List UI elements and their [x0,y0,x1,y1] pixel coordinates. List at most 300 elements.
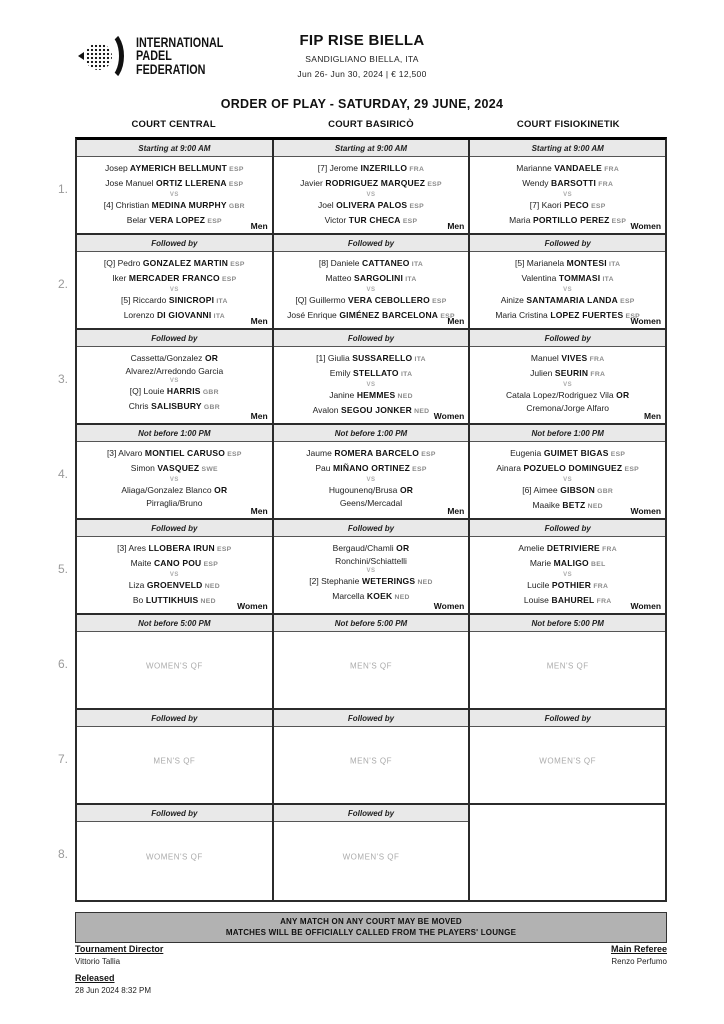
gender-label: Men [250,506,268,516]
player-line: Manuel VIVES FRA [530,353,605,363]
schedule-row [58,330,665,425]
country-code: ESP [225,451,242,458]
court-column [470,140,665,233]
qf-cell [77,822,272,900]
player-line: Ainize SANTAMARIA LANDA ESP [500,295,635,305]
country-code: FRA [602,166,620,173]
qf-placeholder: MEN'S QF [350,756,392,766]
player-line: Maria PORTILLO PEREZ ESP [509,214,627,225]
country-code: GBR [226,203,245,210]
player-line: Avalon SEGOU JONKER NED [312,404,430,415]
page-title: ORDER OF PLAY - SATURDAY, 29 JUNE, 2024 [220,97,504,111]
player-line: Ainara POZUELO DOMINGUEZ ESP [496,462,639,473]
vs-label: VS [169,477,179,483]
player-line: Javier RODRIGUEZ MARQUEZ ESP [300,177,442,188]
schedule-row [58,710,665,805]
player-surname: POTHIER [549,580,592,590]
vs-label: VS [563,287,573,293]
row-number: 4. [58,467,69,481]
player-surname: TUR CHECA [346,214,401,225]
match-cell [470,442,665,518]
match-cell [470,252,665,328]
country-code: ITA [398,370,413,378]
qf-cell [274,727,469,803]
vs-label: VS [563,382,573,388]
player-surname: GIMÉNEZ BARCELONA [336,309,439,320]
player-surname: GONZALEZ MARTIN [140,258,229,268]
country-code: ESP [617,298,635,305]
qf-cell [274,822,469,900]
country-code: NED [395,393,413,400]
time-slot-header: Followed by [274,235,469,252]
country-code: ESP [622,465,639,473]
player-surname: SUSSARELLO [349,353,413,363]
court-column [77,140,274,233]
player-surname: VERA LOPEZ [146,214,206,225]
event-title: FIP RISE BIELLA [299,32,425,49]
country-code: ESP [205,217,222,225]
player-surname: WETERINGS [359,576,416,586]
gender-label: Women [433,601,465,611]
player-line: [4] Christian MEDINA MURPHY GBR [103,200,245,210]
time-slot-header: Followed by [470,520,665,537]
vs-label: VS [169,378,179,384]
match-cell [77,157,272,233]
vs-label: VS [366,568,376,574]
country-code: NED [415,579,433,586]
court-column [77,425,274,518]
time-slot-header: Starting at 9:00 AM [274,140,469,157]
country-code: GBR [200,389,219,396]
qf-placeholder: MEN'S QF [546,661,589,671]
player-line: Maite CANO POU ESP [130,557,219,568]
court-column [274,330,471,423]
country-code: ESP [623,312,641,320]
player-surname: SARGOLINI [351,272,404,283]
gender-label: Men [644,411,662,421]
player-surname: VERA CEBOLLERO [345,295,430,305]
player-surname: PORTILLO PEREZ [530,214,610,225]
player-line: Hugounenq/Brusa OR [328,485,414,495]
player-surname: MALIGO [551,557,589,568]
match-cell [274,157,469,233]
qf-placeholder: WOMEN'S QF [539,756,597,766]
player-surname: MIÑANO ORTINEZ [330,462,410,473]
player-surname: HARRIS [164,386,201,396]
time-slot-header: Followed by [77,330,272,347]
country-code: ESP [438,312,455,320]
player-surname: LOPEZ FUERTES [547,309,624,320]
player-surname: PECO [561,200,589,210]
schedule-row [58,235,665,330]
player-line: Wendy BARSOTTI FRA [522,177,614,188]
event-header [0,32,724,79]
player-line: Bo LUTTIKHUIS NED [132,594,216,605]
notice-banner [75,912,667,943]
vs-label: VS [169,572,179,578]
court-column [77,805,274,900]
notice-line-2: MATCHES WILL BE OFFICIALLY CALLED FROM THE PLAYERS' LOUNGE [225,928,517,937]
vs-label: VS [366,287,376,293]
country-code: FRA [407,166,425,173]
country-code: GBR [201,403,220,411]
player-line: Bergaud/Chamli OR [332,543,410,553]
country-code: NED [392,593,410,601]
gender-label: Women [237,601,268,611]
country-code: ESP [226,166,244,173]
player-surname: HEMMES [354,390,396,400]
court-column [470,235,665,328]
match-cell [77,537,272,613]
gender-label: Men [250,411,268,421]
row-number: 3. [58,372,69,386]
gender-label: Men [250,221,268,231]
qf-cell [77,632,272,708]
player-surname: BETZ [559,499,586,510]
match-cell [470,347,665,423]
country-code: FRA [594,597,612,605]
court-column [470,520,665,613]
country-code: NED [198,597,216,605]
vs-label: VS [366,192,376,198]
time-slot-header: Followed by [274,710,469,727]
player-line: Emily STELLATO ITA [329,367,413,378]
gender-label: Men [447,316,465,326]
country-code: NED [585,502,603,510]
gender-label: Men [447,506,465,516]
court-column [274,235,471,328]
court-column [274,520,471,613]
country-code: ITA [403,275,417,283]
gender-label: Men [447,221,465,231]
player-surname: MONTESI [564,258,607,268]
player-surname: MEDINA MURPHY [149,200,227,210]
court-column [77,235,274,328]
tournament-director-name: Vittorio Tallia [75,957,121,966]
time-slot-header: Followed by [470,710,665,727]
player-surname: MERCADER FRANCO [126,272,220,283]
empty-cell [470,805,665,900]
player-line: [3] Alvaro MONTIEL CARUSO ESP [106,448,242,458]
player-line: Marcella KOEK NED [332,590,410,601]
player-line: [5] Marianela MONTESI ITA [514,258,621,268]
country-code: ESP [588,203,606,210]
player-surname: GROENVELD [144,580,203,590]
country-code: ESP [407,203,424,210]
player-line: Alvarez/Arredondo Garcia [125,365,224,376]
player-surname: OR [397,485,414,495]
player-line: Maaike BETZ NED [532,499,603,510]
player-surname: DETRIVIERE [544,543,600,553]
court-column [470,330,665,423]
vs-label: VS [563,572,573,578]
player-line: Iker MERCADER FRANCO ESP [112,272,237,283]
row-number: 7. [58,752,69,766]
player-line: Janine HEMMES NED [329,390,413,400]
country-code: ESP [608,451,626,458]
player-surname: ORTIZ LLERENA [153,177,227,188]
row-number: 6. [58,657,69,671]
player-surname: STELLATO [350,367,399,378]
gender-label: Women [630,316,662,326]
country-code: ESP [228,261,245,268]
player-line: Cremona/Jorge Alfaro [526,402,610,413]
player-line: Cassetta/Gonzalez OR [130,353,219,363]
schedule-row [58,140,665,235]
schedule-row [58,805,665,900]
qf-cell [274,632,469,708]
match-cell [274,442,469,518]
schedule-grid [58,137,667,902]
player-surname: GIBSON [557,485,595,495]
vs-label: VS [169,192,179,198]
qf-cell [77,727,272,803]
player-surname: AYMERICH BELLMUNT [127,163,227,173]
player-line: Pirraglia/Bruno [146,497,203,508]
gender-label: Women [630,221,662,231]
match-cell [77,347,272,423]
player-line: Lorenzo DI GIOVANNI ITA [123,309,225,320]
match-cell [77,442,272,518]
country-code: ITA [606,261,621,268]
player-line: [3] Ares LLOBERA IRUN ESP [117,543,232,553]
player-surname: RODRIGUEZ MARQUEZ [322,177,426,188]
country-code: NED [411,407,430,415]
player-line: Simon VASQUEZ SWE [130,462,218,473]
vs-label: VS [563,192,573,198]
country-code: ESP [425,180,442,188]
vs-label: VS [366,477,376,483]
footer-right [611,944,667,973]
country-code: ESP [214,546,232,553]
match-cell [470,537,665,613]
court-column [470,615,665,708]
event-location: SANDIGLIANO BIELLA, ITA [305,54,419,64]
country-code: SWE [199,465,218,473]
court-headers [75,119,667,137]
time-slot-header: Not before 1:00 PM [274,425,469,442]
released-timestamp: 28 Jun 2024 8:32 PM [75,986,152,995]
player-surname: SINICROPI [166,295,215,305]
player-line: Joel OLIVERA PALOS ESP [318,200,424,210]
time-slot-header: Not before 1:00 PM [470,425,665,442]
court-column [77,330,274,423]
country-code: ITA [409,261,424,268]
row-number: 2. [58,277,69,291]
player-surname: TOMMASI [556,272,601,283]
qf-placeholder: MEN'S QF [153,756,196,766]
qf-placeholder: MEN'S QF [350,661,392,671]
country-code: ESP [419,451,436,458]
player-line: [8] Daniele CATTANEO ITA [318,258,424,268]
player-surname: LLOBERA IRUN [145,543,215,553]
player-line: Catala Lopez/Rodriguez Vila OR [506,390,630,400]
country-code: BEL [588,560,606,568]
player-surname: CANO POU [151,557,202,568]
time-slot-header: Followed by [274,520,469,537]
event-dates-prize: Jun 26- Jun 30, 2024 | € 12,500 [297,69,427,79]
country-code: ESP [201,560,219,568]
court-column [274,805,471,900]
country-code: FRA [596,180,614,188]
country-code: FRA [588,370,606,378]
court-column [470,425,665,518]
vs-label: VS [563,477,573,483]
court-column [77,615,274,708]
qf-cell [470,727,665,803]
released-label: Released [75,973,115,983]
player-line: [Q] Louie HARRIS GBR [129,386,219,396]
player-line: Pau MIÑANO ORTINEZ ESP [315,462,427,473]
player-surname: SALISBURY [148,400,202,411]
court-column [274,425,471,518]
player-surname: MONTIEL CARUSO [142,448,226,458]
schedule-row [58,425,665,520]
player-line: Louise BAHUREL FRA [523,594,612,605]
player-surname: CATTANEO [359,258,410,268]
player-surname: INZERILLO [357,163,408,173]
player-line: [7] Kaori PECO ESP [529,200,606,210]
row-number: 1. [58,182,69,196]
time-slot-header: Followed by [274,805,469,822]
court-column [274,140,471,233]
schedule-row [58,520,665,615]
country-code: GBR [594,488,614,495]
player-surname: OR [393,543,410,553]
gender-label: Women [630,506,662,516]
player-line: Lucile POTHIER FRA [527,580,609,590]
court-column [470,710,665,803]
country-code: ITA [214,298,228,305]
footer-left [75,944,163,1002]
vs-label: VS [169,287,179,293]
player-surname: ROMERA BARCELO [331,448,420,458]
player-surname: VANDAELE [551,163,603,173]
player-surname: VASQUEZ [154,462,200,473]
time-slot-header: Followed by [470,235,665,252]
schedule-row [58,615,665,710]
player-line: Eugenia GUIMET BIGAS ESP [510,448,626,458]
time-slot-header: Not before 5:00 PM [470,615,665,632]
country-code: FRA [591,583,609,590]
player-line: Julien SEURIN FRA [530,367,606,378]
schedule-table [58,119,667,902]
court-header-basirico: COURT BASIRICÒ [328,119,414,130]
match-cell [470,157,665,233]
match-cell [274,537,469,613]
player-line: Ronchini/Schiattelli [335,555,407,566]
player-surname: POZUELO DOMINGUEZ [520,462,623,473]
player-surname: OLIVERA PALOS [333,200,408,210]
time-slot-header: Followed by [77,805,272,822]
player-surname: BAHUREL [548,594,595,605]
country-code: ITA [412,356,426,363]
player-surname: GUIMET BIGAS [541,448,609,458]
player-surname: VIVES [558,353,588,363]
match-cell [274,347,469,423]
time-slot-header: Starting at 9:00 AM [470,140,665,157]
player-line: Valentina TOMMASI ITA [521,272,614,283]
player-line: Marianne VANDAELE FRA [516,163,620,173]
player-line: [5] Riccardo SINICROPI ITA [120,295,228,305]
player-surname: OR [613,390,630,400]
player-line: [Q] Pedro GONZALEZ MARTIN ESP [103,258,245,268]
time-slot-header: Followed by [77,710,272,727]
gender-label: Women [630,601,662,611]
country-code: FRA [587,356,605,363]
player-line: Marie MALIGO BEL [529,557,606,568]
time-slot-header: Not before 5:00 PM [274,615,469,632]
time-slot-header: Not before 5:00 PM [77,615,272,632]
main-referee-label: Main Referee [610,944,667,954]
country-code: ITA [600,275,614,283]
qf-cell [470,632,665,708]
main-referee-name: Renzo Perfumo [611,957,667,966]
country-code: ESP [609,217,627,225]
match-cell [274,252,469,328]
court-header-fisiokinetik: COURT FISIOKINETIK [516,119,620,130]
player-line: [6] Aimee GIBSON GBR [522,485,614,495]
player-surname: OR [211,485,228,495]
row-number: 8. [58,847,69,861]
tournament-director-label: Tournament Director [75,944,164,954]
player-surname: SANTAMARIA LANDA [523,295,618,305]
match-cell [77,252,272,328]
player-line: [Q] Guillermo VERA CEBOLLERO ESP [295,295,447,305]
player-surname: SEURIN [552,367,589,378]
qf-placeholder: WOMEN'S QF [342,852,400,862]
player-surname: DI GIOVANNI [154,309,212,320]
player-line: José Enrique GIMÉNEZ BARCELONA ESP [287,309,455,320]
country-code: ESP [409,465,427,473]
player-line: Aliaga/Gonzalez Blanco OR [121,485,228,495]
country-code: ESP [226,180,244,188]
player-surname: LUTTIKHUIS [143,594,199,605]
vs-label: VS [366,382,376,388]
time-slot-header: Starting at 9:00 AM [77,140,272,157]
court-column [274,710,471,803]
player-line: Jaume ROMERA BARCELO ESP [306,448,436,458]
qf-placeholder: WOMEN'S QF [145,661,203,671]
country-code: FRA [599,546,617,553]
player-line: [1] Giulia SUSSARELLO ITA [316,353,426,363]
federation-name: INTERNATIONAL PADEL FEDERATION [136,34,224,77]
gender-label: Men [250,316,268,326]
player-surname: BARSOTTI [548,177,597,188]
row-number: 5. [58,562,69,576]
court-column [77,520,274,613]
time-slot-header: Not before 1:00 PM [77,425,272,442]
country-code: NED [202,583,220,590]
player-line: Chris SALISBURY GBR [128,400,220,411]
country-code: ESP [429,298,447,305]
gender-label: Women [433,411,465,421]
player-surname: SEGOU JONKER [338,404,412,415]
player-surname: KOEK [364,590,393,601]
player-line: [2] Stephanie WETERINGS NED [309,576,433,586]
player-line: Liza GROENVELD NED [128,580,220,590]
country-code: ESP [219,275,237,283]
court-header-central: COURT CENTRAL [131,119,216,130]
player-line: Victor TUR CHECA ESP [324,214,418,225]
player-line: Geens/Mercadal [339,497,403,508]
player-line: [7] Jerome INZERILLO FRA [317,163,425,173]
notice-line-1: ANY MATCH ON ANY COURT MAY BE MOVED [280,917,462,926]
qf-placeholder: WOMEN'S QF [145,852,203,862]
player-line: Amelie DETRIVIERE FRA [518,543,617,553]
time-slot-header: Followed by [77,520,272,537]
player-line: Matteo SARGOLINI ITA [325,272,417,283]
